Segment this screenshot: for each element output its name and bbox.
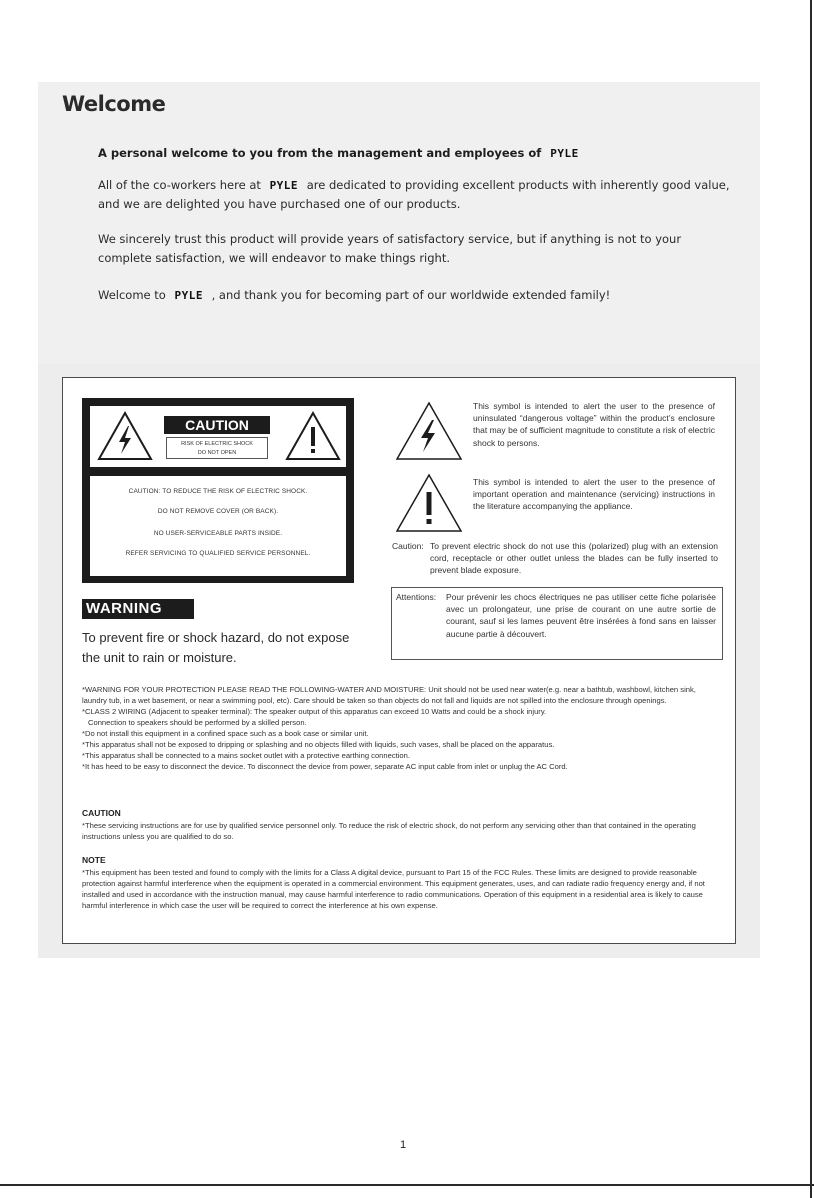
french-attention-box (391, 587, 723, 660)
page-border-bottom (0, 1184, 814, 1186)
welcome-section (38, 82, 760, 372)
brand-logo: PYLE (550, 147, 579, 160)
welcome-title: Welcome (62, 92, 166, 116)
polarized-plug-caution-label: Caution: (392, 541, 424, 551)
polarized-plug-caution-text: To prevent electric shock do not use this (polarized) plug with an extension cord, receptacle or other outlet unless the blades can be fully inserted to prevent blade exposure. (430, 541, 718, 576)
caution-body-line-4: REFER SERVICING TO QUALIFIED SERVICE PERSONNEL. (125, 550, 311, 557)
warning-text: To prevent fire or shock hazard, do not expose the unit to rain or moisture. (82, 630, 350, 665)
caution-body-line-3: NO USER-SERVICEABLE PARTS INSIDE. (153, 530, 283, 537)
electric-shock-warning-icon (96, 410, 154, 462)
caution-body-line-1: CAUTION: TO REDUCE THE RISK OF ELECTRIC SHOCK. (128, 488, 308, 495)
brand-logo: PYLE (174, 289, 203, 302)
exclamation-symbol-description: This symbol is intended to alert the user to the presence of important operation and maintenance (servicing) instructions in the literature accompanying the appliance. (473, 477, 715, 512)
note-section-text: *This equipment has been tested and found to comply with the limits for a Class A digital device, pursuant to Part 15 of the FCC Rules. These limits are designed to provide reasonable protection against harmful interference when the equipment is operated in a commercial environment. This equipment generates, uses, and can radiate radio frequency energy and, if not installed and used in accordance with the instruction manual, may cause harmful interference to radio communications. Operation of this equipment in a residential area is likely to cause harmful interference in which case the user will be required to correct the interference at his own expense. (82, 868, 705, 910)
exclamation-warning-icon (394, 472, 464, 534)
caution-body-line-2: DO NOT REMOVE COVER (OR BACK). (157, 508, 279, 515)
caution-section-text: *These servicing instructions are for use by qualified service personnel only. To reduce the risk of electric shock, do not perform any servicing other than that contained in the operating instructions unless you are qualified to do so. (82, 821, 696, 841)
welcome-paragraph-3: Welcome to PYLE , and thank you for becoming part of our worldwide extended family! (98, 288, 611, 302)
warning-label: WARNING (86, 600, 162, 617)
brand-logo: PYLE (269, 179, 299, 192)
attention-text: Pour prévenir les chocs électriques ne pas utiliser cette fiche polarisée avec un prolongateur, une prise de courant on une autre sortie de courant, sauf si les lames peuvent être insérées à fond sans en laisser aucune partie à découvert. (446, 592, 716, 639)
welcome-paragraph-2: We sincerely trust this product will provide years of satisfactory service, but if anything is not to your complete satisfaction, we will endeavor to make things right. (98, 232, 682, 265)
electric-shock-warning-icon (394, 400, 464, 462)
exclamation-warning-icon (284, 410, 342, 462)
welcome-lead: A personal welcome to you from the management and employees of PYLE (98, 144, 738, 163)
caution-subtitle: RISK OF ELECTRIC SHOCK DO NOT OPEN (166, 437, 268, 459)
caution-section-heading: CAUTION (82, 808, 121, 818)
page-border-right (810, 0, 812, 1198)
caution-title: CAUTION (185, 417, 249, 433)
note-section-heading: NOTE (82, 855, 106, 865)
page-number: 1 (400, 1139, 407, 1151)
water-moisture-warning: *WARNING FOR YOUR PROTECTION PLEASE READ THE FOLLOWING-WATER AND MOISTURE: Unit should not be used near water(e.g. near a bathtub, washbowl, kitchen sink, laundry tub, in a wet basement, or near a swimming pool, etc). Care should be taken so than objects do not fall and liquids are not spilled into the enclosure through openings. *CLASS 2 WIRING (Adjacent to speaker terminal): The speaker output of this apparatus can exceed 10 Watts and could be a shock injury. Connection to speakers should be performed by a skilled person. *Do not install this equipment in a confined space such as a book case or similar unit. *This apparatus shall not be exposed to dripping or splashing and no objects filled with liquids, such vases, shall be placed on the apparatus. *This apparatus shall be connected to a mains socket outlet with a protective earthing connection. *It has heed to be easy to disconnect the device. To disconnect the device from power, separate AC input cable from inlet or unplug the AC Cord. (82, 685, 696, 771)
attention-label: Attentions: (396, 592, 437, 602)
welcome-paragraph-1: All of the co-workers here at PYLE are dedicated to providing excellent products with inherently good value, and we are delighted you have purchased one of our products. (98, 178, 730, 211)
lightning-symbol-description: This symbol is intended to alert the user to the presence of uninsulated “dangerous voltage” within the product’s enclosure that may be of sufficient magnitude to constitute a risk of electric shock to persons. (473, 401, 715, 448)
